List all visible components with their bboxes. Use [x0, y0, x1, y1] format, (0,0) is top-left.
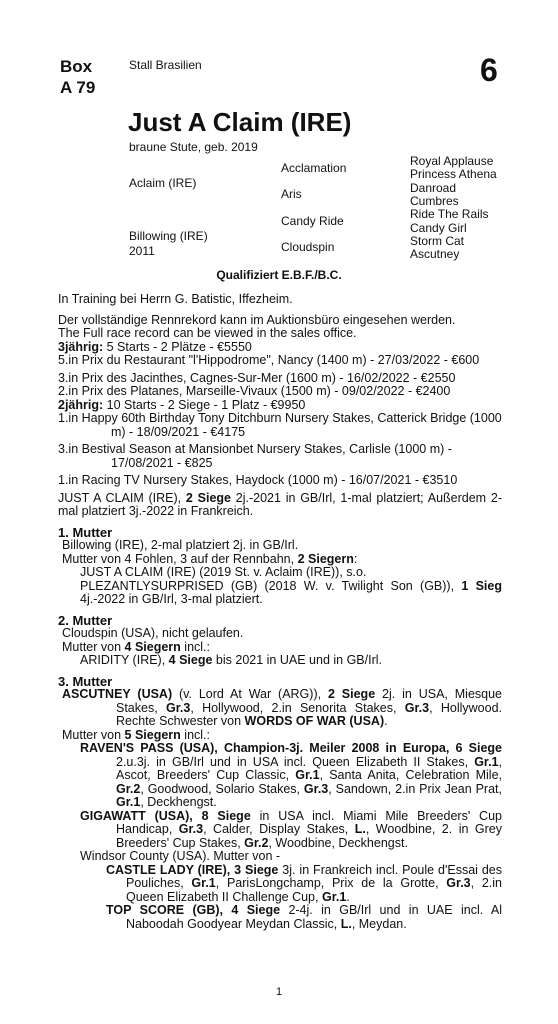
pedigree-sire-dam: Aris	[281, 187, 302, 201]
pedigree-g3-7: Storm Cat	[410, 234, 465, 248]
horse-name: Just A Claim (IRE)	[128, 107, 352, 137]
pedigree-dam-year: 2011	[129, 244, 155, 258]
three-yo-summary: 3jährig: 5 Starts - 2 Plätze - €5550	[58, 339, 252, 354]
pedigree-dam: Billowing (IRE)	[129, 229, 208, 243]
qualification: Qualifiziert E.B.F./B.C.	[216, 268, 342, 282]
pedigree-dam-dam: Cloudspin	[281, 240, 335, 254]
three-yo-label: 3jährig:	[58, 339, 104, 354]
dam2-foal: ARIDITY (IRE), 4 Siege bis 2021 in UAE und in GB/Irl.	[80, 653, 382, 667]
training-info: In Training bei Herrn G. Batistic, Iffezheim.	[58, 292, 293, 306]
box-number: A 79	[60, 78, 96, 97]
race-record	[58, 293, 502, 931]
pedigree-g3-2: Princess Athena	[410, 167, 497, 181]
lot-number: 6	[480, 52, 498, 88]
race-entry: 3.in Prix des Jacinthes, Cagnes-Sur-Mer (1600 m) - 16/02/2022 - €2550	[58, 370, 456, 385]
dam2-heading: 2. Mutter	[58, 612, 113, 628]
two-yo-label: 2jährig:	[58, 397, 104, 412]
box-label: Box	[60, 57, 93, 76]
pedigree-sire-sire: Acclamation	[281, 161, 347, 175]
two-yo-summary: 2jährig: 10 Starts - 2 Siege - 1 Platz - €9950	[58, 397, 306, 412]
dam2-line: Cloudspin (USA), nicht gelaufen.	[62, 626, 244, 640]
dam1-foal: JUST A CLAIM (IRE) (2019 St. v. Aclaim (IRE)), s.o.	[80, 565, 367, 579]
pedigree-sire: Aclaim (IRE)	[129, 176, 197, 190]
dam3-ascutney: ASCUTNEY (USA) (v. Lord At War (ARG)), 2 Siege 2j. in USA, Miesque Stakes, Gr.3, Hollywood, 2.in Senorita Stakes, Gr.3, Hollywood. Rechte Schwester von WORDS OF WAR (USA).	[62, 687, 502, 728]
record-note-de: Der vollständige Rennrekord kann im Auktionsbüro eingesehen werden.	[58, 312, 456, 327]
race-entry: 5.in Prix du Restaurant "l'Hippodrome", Nancy (1400 m) - 27/03/2022 - €600	[58, 353, 480, 367]
dam2-produce: Mutter von 4 Siegern incl.:	[62, 639, 210, 654]
box-info	[60, 56, 95, 98]
page-number: 1	[275, 986, 283, 998]
dam3-produce: Mutter von 5 Siegern incl.:	[62, 727, 210, 742]
dam1-produce: Mutter von 4 Fohlen, 3 auf der Rennbahn, 2 Siegern:	[62, 551, 358, 566]
race-entry: 1.in Happy 60th Birthday Tony Ditchburn Nursery Stakes, Catterick Bridge (1000 m) - 18/09/2021 - €4175	[58, 411, 502, 439]
dam1-foal: PLEZANTLYSURPRISED (GB) (2018 W. v. Twilight Son (GB)), 1 Sieg 4j.-2022 in GB/Irl, 3-mal platziert.	[80, 578, 502, 606]
race-entry: 1.in Racing TV Nursery Stakes, Haydock (1000 m) - 16/07/2021 - €3510	[58, 473, 458, 487]
pedigree-g3-5: Ride The Rails	[410, 207, 489, 221]
pedigree-dam-sire: Candy Ride	[281, 214, 344, 228]
dam1-heading: 1. Mutter	[58, 524, 113, 540]
record-note-en: The Full race record can be viewed in the sales office.	[58, 326, 357, 340]
dam3-ravens-pass: RAVEN'S PASS (USA), Champion-3j. Meiler 2008 in Europa, 6 Siege 2.u.3j. in GB/Irl und in USA incl. Queen Elizabeth II Stakes, Gr.1, Ascot, Breeders' Cup Classic, Gr.1, Santa Anita, Celebration Mile, Gr.2, Goodwood, Solario Stakes, Gr.3, Sandown, 2.in Prix Jean Prat, Gr.1, Deckhengst.	[80, 741, 502, 809]
pedigree-g3-6: Candy Girl	[410, 221, 467, 235]
pedigree-g3-1: Royal Applause	[410, 154, 494, 168]
pedigree-g3-8: Ascutney	[410, 247, 460, 261]
race-entry: 2.in Prix des Platanes, Marseille-Vivaux (1500 m) - 09/02/2022 - €2400	[58, 384, 451, 398]
dam3-windsor-county: Windsor County (USA). Mutter von -	[80, 849, 281, 863]
race-entry: 3.in Bestival Season at Mansionbet Nursery Stakes, Carlisle (1000 m) - 17/08/2021 - €825	[58, 442, 452, 470]
dam1-line: Billowing (IRE), 2-mal platziert 2j. in GB/Irl.	[62, 538, 299, 552]
dam3-top-score: TOP SCORE (GB), 4 Siege 2-4j. in GB/Irl und in UAE incl. Al Naboodah Goodyear Meydan Classic, L., Meydan.	[106, 903, 503, 931]
dam3-gigawatt: GIGAWATT (USA), 8 Siege in USA incl. Miami Mile Breeders' Cup Handicap, Gr.3, Calder, Display Stakes, L., Woodbine, 2. in Grey Breeders' Cup Stakes, Gr.2, Woodbine, Deckhengst.	[80, 808, 502, 850]
pedigree-g3-3: Danroad	[410, 181, 457, 195]
stable-name: Stall Brasilien	[129, 58, 202, 72]
pedigree-g3-4: Cumbres	[410, 194, 459, 208]
dam3-heading: 3. Mutter	[58, 673, 113, 689]
dam3-castle-lady: CASTLE LADY (IRE), 3 Siege 3j. in Frankreich incl. Poule d'Essai des Pouliches, Gr.1, ParisLongchamp, Prix de la Grotte, Gr.3, 2.in Queen Elizabeth II Challenge Cup, Gr.1.	[106, 862, 502, 904]
horse-summary: JUST A CLAIM (IRE), 2 Siege 2j.-2021 in GB/Irl, 1-mal platziert; Außerdem 2-mal platziert 3j.-2022 in Frankreich.	[58, 490, 502, 518]
horse-description: braune Stute, geb. 2019	[129, 140, 258, 154]
